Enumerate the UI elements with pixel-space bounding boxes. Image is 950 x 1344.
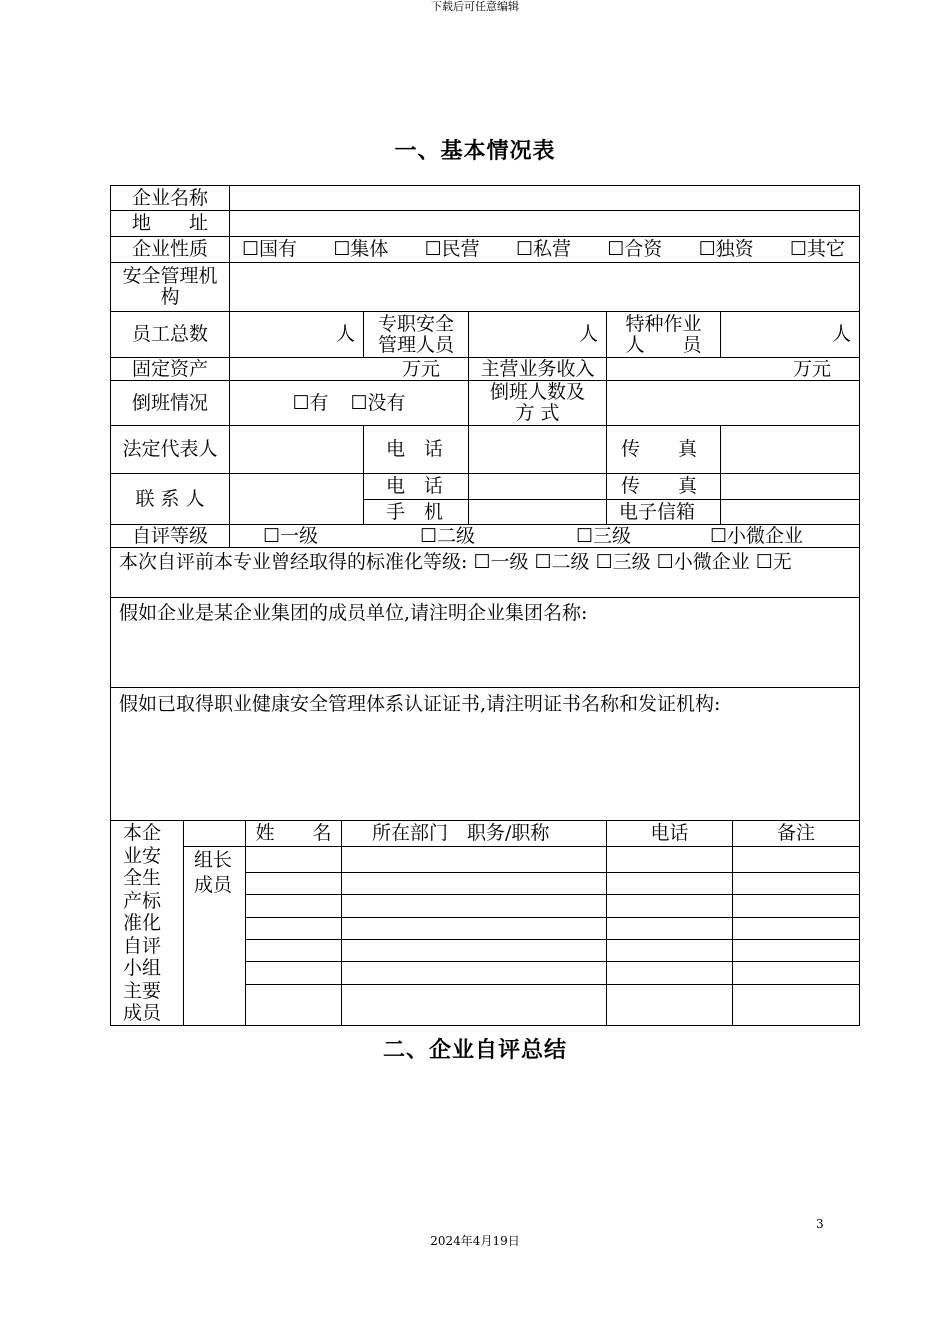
grade-option-2[interactable]: ☐二级 [420, 525, 476, 547]
main-income-label: 主营业务收入 [468, 357, 607, 381]
team-row-4-phone[interactable] [606, 917, 733, 940]
legal-rep-phone-label: 电 话 [363, 425, 469, 474]
team-row-5-note[interactable] [732, 939, 860, 962]
contact-label: 联 系 人 [110, 473, 230, 525]
team-row-6-dept[interactable] [341, 961, 607, 985]
contact-email-label: 电子信箱 [606, 499, 721, 525]
section-title-summary: 二、企业自评总结 [382, 1037, 567, 1063]
team-row-5-phone[interactable] [606, 939, 733, 962]
fixed-assets-unit[interactable]: 万元 [229, 357, 469, 381]
team-row-7-note[interactable] [732, 984, 860, 1026]
team-row-1-dept[interactable] [341, 846, 607, 873]
team-row-4-name[interactable] [245, 917, 342, 940]
contact-fax-field[interactable] [720, 473, 860, 500]
contact-mobile-label: 手 机 [363, 499, 469, 525]
team-row-5-name[interactable] [245, 939, 342, 962]
main-income-unit[interactable]: 万元 [606, 357, 860, 381]
header-note: 下载后可任意编辑 [431, 0, 519, 13]
team-row-6-phone[interactable] [606, 961, 733, 985]
shift-label: 倒班情况 [110, 380, 230, 426]
special-ops-label: 特种作业人 员 [606, 311, 721, 358]
team-row-1-note[interactable] [732, 846, 860, 873]
cert-text: 假如已取得职业健康安全管理体系认证证书,请注明证书名称和发证机构: [119, 693, 721, 715]
staff-total-label: 员工总数 [110, 311, 230, 358]
legal-rep-fax-label: 传 真 [606, 425, 721, 474]
fixed-assets-label: 固定资产 [110, 357, 230, 381]
nature-option-other[interactable]: ☐其它 [789, 238, 845, 260]
legal-rep-phone-field[interactable] [468, 425, 607, 474]
contact-phone-field[interactable] [468, 473, 607, 500]
nature-option-joint[interactable]: ☐合资 [607, 238, 663, 260]
team-header-dept: 所在部门 职务/职称 [341, 820, 607, 847]
team-label-text: 本企业安全生产标准化自评小组主要成员 [123, 822, 162, 1024]
legal-rep-fax-field[interactable] [720, 425, 860, 474]
grade-option-3[interactable]: ☐三级 [576, 525, 632, 547]
legal-rep-field[interactable] [229, 425, 364, 474]
team-row-6-name[interactable] [245, 961, 342, 985]
grade-label: 自评等级 [110, 524, 230, 548]
team-role-column [183, 820, 246, 1026]
team-row-1-phone[interactable] [606, 846, 733, 873]
team-header-name: 姓 名 [245, 820, 342, 847]
team-row-7-phone[interactable] [606, 984, 733, 1026]
team-row-5-dept[interactable] [341, 939, 607, 962]
grade-options [229, 524, 860, 548]
team-row-2-name[interactable] [245, 872, 342, 895]
team-row-7-dept[interactable] [341, 984, 607, 1026]
contact-email-field[interactable] [720, 499, 860, 525]
shift-count-field[interactable] [606, 380, 860, 426]
page-number: 3 [816, 1217, 824, 1231]
team-row-4-note[interactable] [732, 917, 860, 940]
staff-total-unit[interactable]: 人 [229, 311, 364, 358]
contact-phone-label: 电 话 [363, 473, 469, 500]
address-label: 地 址 [110, 210, 230, 237]
team-row-2-note[interactable] [732, 872, 860, 895]
team-header-phone: 电话 [606, 820, 733, 847]
nature-option-state[interactable]: ☐国有 [242, 238, 298, 260]
company-name-field[interactable] [229, 185, 860, 211]
cert-row[interactable] [110, 687, 860, 821]
safety-staff-unit[interactable]: 人 [468, 311, 607, 358]
prior-grade-row [110, 547, 860, 598]
shift-count-label: 倒班人数及 方 式 [468, 380, 607, 426]
safety-staff-label: 专职安全管理人员 [363, 311, 469, 358]
contact-fax-label: 传 真 [606, 473, 721, 500]
shift-option-yes[interactable]: ☐有 [292, 391, 329, 414]
team-row-3-name[interactable] [245, 894, 342, 918]
team-row-3-note[interactable] [732, 894, 860, 918]
contact-field[interactable] [229, 473, 364, 525]
team-row-4-dept[interactable] [341, 917, 607, 940]
prior-grade-text: 本次自评前本专业曾经取得的标准化等级: ☐一级 ☐二级 ☐三级 ☐小微企业 ☐无 [119, 551, 792, 573]
legal-rep-label: 法定代表人 [110, 425, 230, 474]
member-label: 成员 [194, 874, 233, 896]
team-row-1-name[interactable] [245, 846, 342, 873]
group-row[interactable] [110, 597, 860, 688]
safety-org-field[interactable] [229, 262, 860, 312]
shift-options [229, 380, 469, 426]
nature-option-sole[interactable]: ☐独资 [698, 238, 754, 260]
nature-option-private-owned[interactable]: ☐私营 [515, 238, 571, 260]
contact-mobile-field[interactable] [468, 499, 607, 525]
team-header-note: 备注 [732, 820, 860, 847]
company-name-label: 企业名称 [110, 185, 230, 211]
grade-option-small[interactable]: ☐小微企业 [710, 525, 804, 547]
leader-label: 组长 [194, 849, 233, 871]
team-row-2-phone[interactable] [606, 872, 733, 895]
team-row-3-dept[interactable] [341, 894, 607, 918]
team-row-7-name[interactable] [245, 984, 342, 1026]
team-label [110, 820, 184, 1026]
group-text: 假如企业是某企业集团的成员单位,请注明企业集团名称: [119, 602, 588, 624]
special-ops-unit[interactable]: 人 [720, 311, 860, 358]
nature-label: 企业性质 [110, 236, 230, 263]
nature-option-collective[interactable]: ☐集体 [333, 238, 389, 260]
page-title: 一、基本情况表 [394, 138, 556, 164]
grade-option-1[interactable]: ☐一级 [263, 525, 319, 547]
address-field[interactable] [229, 210, 860, 237]
team-row-2-dept[interactable] [341, 872, 607, 895]
nature-option-private[interactable]: ☐民营 [424, 238, 480, 260]
team-row-6-note[interactable] [732, 961, 860, 985]
nature-options [229, 236, 860, 263]
safety-org-label: 安全管理机构 [110, 262, 230, 312]
footer-date: 2024年4月19日 [430, 1234, 520, 1248]
shift-option-no[interactable]: ☐没有 [350, 391, 406, 414]
team-row-3-phone[interactable] [606, 894, 733, 918]
